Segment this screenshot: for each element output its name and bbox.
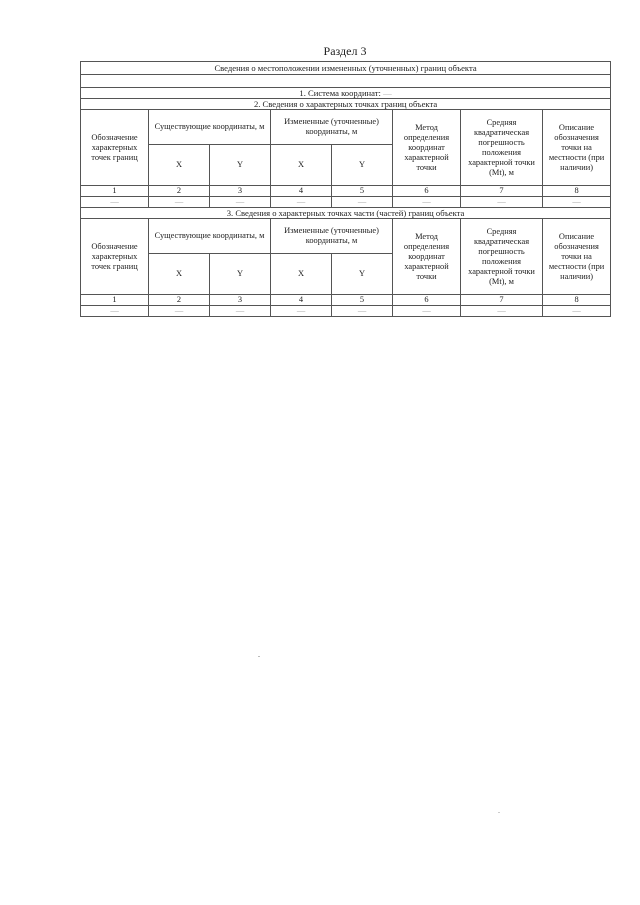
header-changed: Измененные (уточненные) координаты, м: [271, 110, 393, 145]
header-existing: Существующие координаты, м: [149, 219, 271, 254]
table-cell: —: [210, 306, 271, 317]
empty-row: [81, 75, 611, 88]
column-numbers-row: [81, 186, 611, 197]
column-number: 7: [461, 295, 543, 306]
header-y: Y: [332, 145, 393, 186]
column-number: 2: [149, 186, 210, 197]
header-designation: Обозначение характерных точек границ: [81, 219, 149, 295]
header-changed: Измененные (уточненные) координаты, м: [271, 219, 393, 254]
header-method: Метод определения координат характерной точки: [393, 219, 461, 295]
header-existing: Существующие координаты, м: [149, 110, 271, 145]
column-number: 5: [332, 295, 393, 306]
header-description: Описание обозначения точки на местности (при наличии): [543, 219, 611, 295]
column-number: 6: [393, 295, 461, 306]
column-number: 3: [210, 295, 271, 306]
table-cell: —: [149, 197, 210, 208]
table-cell: —: [271, 197, 332, 208]
column-number: 5: [332, 186, 393, 197]
header-method: Метод определения координат характерной точки: [393, 110, 461, 186]
column-number: 1: [81, 295, 149, 306]
header-y: Y: [210, 145, 271, 186]
header-error: Средняя квадратическая погрешность положения характерной точки (Mt), м: [461, 219, 543, 295]
column-number: 1: [81, 186, 149, 197]
table-cell: —: [149, 306, 210, 317]
scan-speck: [258, 656, 260, 657]
column-number: 4: [271, 186, 332, 197]
coord-system-value: —: [383, 88, 392, 98]
table-row: [81, 306, 611, 317]
header-x: X: [149, 254, 210, 295]
column-number: 2: [149, 295, 210, 306]
table-cell: —: [461, 197, 543, 208]
table-cell: —: [393, 306, 461, 317]
column-number: 7: [461, 186, 543, 197]
header-x: X: [271, 145, 332, 186]
table-row: [81, 197, 611, 208]
table-cell: —: [210, 197, 271, 208]
header-designation: Обозначение характерных точек границ: [81, 110, 149, 186]
table-cell: —: [81, 306, 149, 317]
column-number: 8: [543, 295, 611, 306]
header-description: Описание обозначения точки на местности (при наличии): [543, 110, 611, 186]
table-cell: —: [81, 197, 149, 208]
table-cell: —: [332, 197, 393, 208]
header-y: Y: [332, 254, 393, 295]
section2-title: 2. Сведения о характерных точках границ объекта: [81, 99, 611, 110]
table-cell: —: [543, 197, 611, 208]
table-cell: —: [271, 306, 332, 317]
column-number: 4: [271, 295, 332, 306]
scan-speck: [498, 812, 500, 813]
table-cell: —: [393, 197, 461, 208]
coord-system-label: 1. Система координат:: [299, 88, 381, 98]
header-y: Y: [210, 254, 271, 295]
table-title: Сведения о местоположении измененных (уточненных) границ объекта: [81, 62, 611, 75]
section-title: Раздел 3: [323, 44, 367, 58]
header-error: Средняя квадратическая погрешность положения характерной точки (Mt), м: [461, 110, 543, 186]
section3-title: 3. Сведения о характерных точках части (частей) границ объекта: [81, 208, 611, 219]
table-cell: —: [543, 306, 611, 317]
column-number: 8: [543, 186, 611, 197]
table-cell: —: [332, 306, 393, 317]
boundaries-table: [80, 61, 611, 317]
table-cell: —: [461, 306, 543, 317]
column-number: 6: [393, 186, 461, 197]
column-numbers-row: [81, 295, 611, 306]
column-number: 3: [210, 186, 271, 197]
header-x: X: [271, 254, 332, 295]
coord-system-row: [81, 88, 611, 99]
header-x: X: [149, 145, 210, 186]
